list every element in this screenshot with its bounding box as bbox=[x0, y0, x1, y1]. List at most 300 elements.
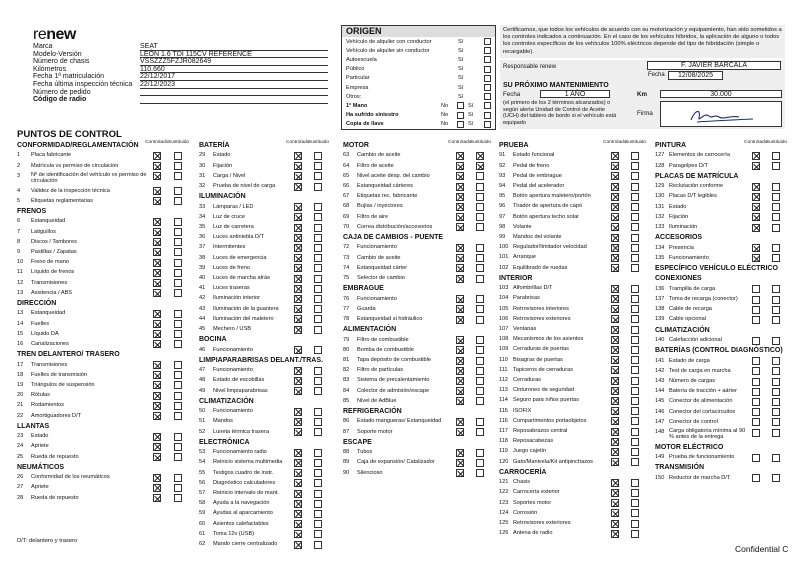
controlado-checkbox[interactable] bbox=[611, 254, 619, 262]
sustituido-checkbox[interactable] bbox=[314, 479, 322, 487]
controlado-checkbox[interactable] bbox=[752, 474, 760, 482]
controlado-checkbox[interactable] bbox=[294, 234, 302, 242]
controlado-checkbox[interactable] bbox=[456, 254, 464, 262]
controlado-checkbox[interactable] bbox=[294, 490, 302, 498]
sustituido-checkbox[interactable] bbox=[631, 254, 639, 262]
controlado-checkbox[interactable] bbox=[294, 295, 302, 303]
sustituido-checkbox[interactable] bbox=[174, 218, 182, 226]
sustituido-checkbox[interactable] bbox=[631, 315, 639, 323]
sustituido-checkbox[interactable] bbox=[314, 224, 322, 232]
controlado-checkbox[interactable] bbox=[611, 152, 619, 160]
controlado-checkbox[interactable] bbox=[294, 510, 302, 518]
controlado-checkbox[interactable] bbox=[456, 193, 464, 201]
sustituido-checkbox[interactable] bbox=[174, 289, 182, 297]
sustituido-checkbox[interactable] bbox=[314, 305, 322, 313]
controlado-checkbox[interactable] bbox=[456, 213, 464, 221]
sustituido-checkbox[interactable] bbox=[174, 371, 182, 379]
controlado-checkbox[interactable] bbox=[611, 387, 619, 395]
controlado-checkbox[interactable] bbox=[752, 203, 760, 211]
controlado-checkbox[interactable] bbox=[752, 398, 760, 406]
origin-no-checkbox[interactable] bbox=[457, 112, 464, 119]
controlado-checkbox[interactable] bbox=[752, 306, 760, 314]
controlado-checkbox[interactable] bbox=[456, 172, 464, 180]
controlado-checkbox[interactable] bbox=[456, 428, 464, 436]
controlado-checkbox[interactable] bbox=[153, 238, 161, 246]
controlado-checkbox[interactable] bbox=[611, 234, 619, 242]
controlado-checkbox[interactable] bbox=[611, 509, 619, 517]
sustituido-checkbox[interactable] bbox=[772, 224, 780, 232]
controlado-checkbox[interactable] bbox=[752, 296, 760, 304]
controlado-checkbox[interactable] bbox=[153, 330, 161, 338]
sustituido-checkbox[interactable] bbox=[314, 449, 322, 457]
controlado-checkbox[interactable] bbox=[153, 197, 161, 205]
controlado-checkbox[interactable] bbox=[611, 479, 619, 487]
sustituido-checkbox[interactable] bbox=[174, 162, 182, 170]
sustituido-checkbox[interactable] bbox=[631, 223, 639, 231]
controlado-checkbox[interactable] bbox=[611, 172, 619, 180]
sustituido-checkbox[interactable] bbox=[631, 213, 639, 221]
sustituido-checkbox[interactable] bbox=[314, 490, 322, 498]
controlado-checkbox[interactable] bbox=[153, 320, 161, 328]
controlado-checkbox[interactable] bbox=[294, 377, 302, 385]
sustituido-checkbox[interactable] bbox=[631, 438, 639, 446]
controlado-checkbox[interactable] bbox=[153, 218, 161, 226]
sustituido-checkbox[interactable] bbox=[314, 541, 322, 549]
sustituido-checkbox[interactable] bbox=[476, 367, 484, 375]
sustituido-checkbox[interactable] bbox=[174, 238, 182, 246]
sustituido-checkbox[interactable] bbox=[174, 152, 182, 160]
controlado-checkbox[interactable] bbox=[752, 162, 760, 170]
sustituido-checkbox[interactable] bbox=[476, 377, 484, 385]
sustituido-checkbox[interactable] bbox=[174, 402, 182, 410]
sustituido-checkbox[interactable] bbox=[174, 433, 182, 441]
controlado-checkbox[interactable] bbox=[153, 402, 161, 410]
controlado-checkbox[interactable] bbox=[153, 392, 161, 400]
sustituido-checkbox[interactable] bbox=[772, 306, 780, 314]
sustituido-checkbox[interactable] bbox=[772, 474, 780, 482]
sustituido-checkbox[interactable] bbox=[772, 316, 780, 324]
controlado-checkbox[interactable] bbox=[611, 203, 619, 211]
origin-checkbox[interactable] bbox=[484, 56, 491, 63]
sustituido-checkbox[interactable] bbox=[631, 336, 639, 344]
sustituido-checkbox[interactable] bbox=[174, 269, 182, 277]
controlado-checkbox[interactable] bbox=[611, 428, 619, 436]
sustituido-checkbox[interactable] bbox=[174, 340, 182, 348]
controlado-checkbox[interactable] bbox=[611, 407, 619, 415]
sustituido-checkbox[interactable] bbox=[476, 449, 484, 457]
controlado-checkbox[interactable] bbox=[611, 305, 619, 313]
sustituido-checkbox[interactable] bbox=[314, 172, 322, 180]
controlado-checkbox[interactable] bbox=[752, 254, 760, 262]
controlado-checkbox[interactable] bbox=[611, 377, 619, 385]
controlado-checkbox[interactable] bbox=[294, 264, 302, 272]
controlado-checkbox[interactable] bbox=[752, 378, 760, 386]
controlado-checkbox[interactable] bbox=[611, 356, 619, 364]
controlado-checkbox[interactable] bbox=[611, 315, 619, 323]
sustituido-checkbox[interactable] bbox=[476, 213, 484, 221]
controlado-checkbox[interactable] bbox=[752, 224, 760, 232]
sustituido-checkbox[interactable] bbox=[631, 479, 639, 487]
sustituido-checkbox[interactable] bbox=[314, 346, 322, 354]
controlado-checkbox[interactable] bbox=[294, 469, 302, 477]
controlado-checkbox[interactable] bbox=[294, 326, 302, 334]
controlado-checkbox[interactable] bbox=[153, 248, 161, 256]
controlado-checkbox[interactable] bbox=[153, 187, 161, 195]
controlado-checkbox[interactable] bbox=[456, 418, 464, 426]
sustituido-checkbox[interactable] bbox=[476, 357, 484, 365]
controlado-checkbox[interactable] bbox=[294, 254, 302, 262]
controlado-checkbox[interactable] bbox=[752, 418, 760, 426]
controlado-checkbox[interactable] bbox=[752, 367, 760, 375]
sustituido-checkbox[interactable] bbox=[476, 336, 484, 344]
controlado-checkbox[interactable] bbox=[611, 285, 619, 293]
sustituido-checkbox[interactable] bbox=[174, 259, 182, 267]
controlado-checkbox[interactable] bbox=[752, 152, 760, 160]
sustituido-checkbox[interactable] bbox=[314, 530, 322, 538]
sustituido-checkbox[interactable] bbox=[631, 326, 639, 334]
controlado-checkbox[interactable] bbox=[294, 275, 302, 283]
sustituido-checkbox[interactable] bbox=[476, 469, 484, 477]
sustituido-checkbox[interactable] bbox=[631, 509, 639, 517]
sustituido-checkbox[interactable] bbox=[631, 377, 639, 385]
sustituido-checkbox[interactable] bbox=[314, 234, 322, 242]
origin-checkbox[interactable] bbox=[484, 47, 491, 54]
origin-no-checkbox[interactable] bbox=[457, 121, 464, 128]
origin-si-checkbox[interactable] bbox=[484, 102, 491, 109]
controlado-checkbox[interactable] bbox=[153, 289, 161, 297]
sustituido-checkbox[interactable] bbox=[476, 418, 484, 426]
sustituido-checkbox[interactable] bbox=[772, 285, 780, 293]
controlado-checkbox[interactable] bbox=[752, 183, 760, 191]
controlado-checkbox[interactable] bbox=[752, 213, 760, 221]
sustituido-checkbox[interactable] bbox=[174, 279, 182, 287]
controlado-checkbox[interactable] bbox=[294, 346, 302, 354]
sustituido-checkbox[interactable] bbox=[174, 187, 182, 195]
sustituido-checkbox[interactable] bbox=[631, 162, 639, 170]
controlado-checkbox[interactable] bbox=[153, 433, 161, 441]
controlado-checkbox[interactable] bbox=[611, 183, 619, 191]
sustituido-checkbox[interactable] bbox=[631, 203, 639, 211]
sustituido-checkbox[interactable] bbox=[476, 305, 484, 313]
sustituido-checkbox[interactable] bbox=[772, 388, 780, 396]
sustituido-checkbox[interactable] bbox=[631, 520, 639, 528]
sustituido-checkbox[interactable] bbox=[174, 248, 182, 256]
controlado-checkbox[interactable] bbox=[456, 316, 464, 324]
sustituido-checkbox[interactable] bbox=[772, 408, 780, 416]
controlado-checkbox[interactable] bbox=[294, 500, 302, 508]
sustituido-checkbox[interactable] bbox=[476, 264, 484, 272]
sustituido-checkbox[interactable] bbox=[174, 484, 182, 492]
sustituido-checkbox[interactable] bbox=[772, 183, 780, 191]
controlado-checkbox[interactable] bbox=[153, 371, 161, 379]
sustituido-checkbox[interactable] bbox=[314, 428, 322, 436]
sustituido-checkbox[interactable] bbox=[772, 367, 780, 375]
controlado-checkbox[interactable] bbox=[294, 530, 302, 538]
sustituido-checkbox[interactable] bbox=[174, 494, 182, 502]
sustituido-checkbox[interactable] bbox=[631, 448, 639, 456]
origin-no-checkbox[interactable] bbox=[457, 102, 464, 109]
controlado-checkbox[interactable] bbox=[611, 438, 619, 446]
sustituido-checkbox[interactable] bbox=[631, 489, 639, 497]
controlado-checkbox[interactable] bbox=[294, 459, 302, 467]
origin-si-checkbox[interactable] bbox=[484, 112, 491, 119]
sustituido-checkbox[interactable] bbox=[631, 387, 639, 395]
controlado-checkbox[interactable] bbox=[294, 285, 302, 293]
sustituido-checkbox[interactable] bbox=[476, 316, 484, 324]
controlado-checkbox[interactable] bbox=[294, 541, 302, 549]
sustituido-checkbox[interactable] bbox=[631, 244, 639, 252]
controlado-checkbox[interactable] bbox=[752, 337, 760, 345]
sustituido-checkbox[interactable] bbox=[476, 172, 484, 180]
controlado-checkbox[interactable] bbox=[153, 340, 161, 348]
origin-checkbox[interactable] bbox=[484, 93, 491, 100]
controlado-checkbox[interactable] bbox=[456, 305, 464, 313]
controlado-checkbox[interactable] bbox=[611, 346, 619, 354]
sustituido-checkbox[interactable] bbox=[314, 520, 322, 528]
controlado-checkbox[interactable] bbox=[294, 408, 302, 416]
sustituido-checkbox[interactable] bbox=[772, 429, 780, 437]
sustituido-checkbox[interactable] bbox=[476, 428, 484, 436]
sustituido-checkbox[interactable] bbox=[314, 244, 322, 252]
controlado-checkbox[interactable] bbox=[611, 458, 619, 466]
controlado-checkbox[interactable] bbox=[153, 453, 161, 461]
controlado-checkbox[interactable] bbox=[611, 448, 619, 456]
controlado-checkbox[interactable] bbox=[294, 387, 302, 395]
controlado-checkbox[interactable] bbox=[153, 152, 161, 160]
controlado-checkbox[interactable] bbox=[752, 408, 760, 416]
controlado-checkbox[interactable] bbox=[611, 295, 619, 303]
sustituido-checkbox[interactable] bbox=[314, 326, 322, 334]
sustituido-checkbox[interactable] bbox=[631, 407, 639, 415]
sustituido-checkbox[interactable] bbox=[174, 474, 182, 482]
controlado-checkbox[interactable] bbox=[456, 203, 464, 211]
controlado-checkbox[interactable] bbox=[294, 305, 302, 313]
sustituido-checkbox[interactable] bbox=[174, 361, 182, 369]
sustituido-checkbox[interactable] bbox=[314, 377, 322, 385]
sustituido-checkbox[interactable] bbox=[631, 264, 639, 272]
sustituido-checkbox[interactable] bbox=[314, 183, 322, 191]
sustituido-checkbox[interactable] bbox=[631, 397, 639, 405]
controlado-checkbox[interactable] bbox=[294, 162, 302, 170]
controlado-checkbox[interactable] bbox=[611, 366, 619, 374]
controlado-checkbox[interactable] bbox=[456, 367, 464, 375]
sustituido-checkbox[interactable] bbox=[314, 510, 322, 518]
origin-checkbox[interactable] bbox=[484, 75, 491, 82]
sustituido-checkbox[interactable] bbox=[631, 356, 639, 364]
sustituido-checkbox[interactable] bbox=[174, 320, 182, 328]
controlado-checkbox[interactable] bbox=[294, 315, 302, 323]
controlado-checkbox[interactable] bbox=[456, 469, 464, 477]
sustituido-checkbox[interactable] bbox=[631, 285, 639, 293]
controlado-checkbox[interactable] bbox=[153, 269, 161, 277]
sustituido-checkbox[interactable] bbox=[174, 197, 182, 205]
sustituido-checkbox[interactable] bbox=[476, 387, 484, 395]
controlado-checkbox[interactable] bbox=[456, 295, 464, 303]
sustituido-checkbox[interactable] bbox=[476, 183, 484, 191]
controlado-checkbox[interactable] bbox=[294, 418, 302, 426]
sustituido-checkbox[interactable] bbox=[174, 443, 182, 451]
sustituido-checkbox[interactable] bbox=[772, 337, 780, 345]
controlado-checkbox[interactable] bbox=[456, 183, 464, 191]
sustituido-checkbox[interactable] bbox=[772, 162, 780, 170]
controlado-checkbox[interactable] bbox=[294, 520, 302, 528]
sustituido-checkbox[interactable] bbox=[772, 398, 780, 406]
controlado-checkbox[interactable] bbox=[153, 474, 161, 482]
controlado-checkbox[interactable] bbox=[456, 244, 464, 252]
sustituido-checkbox[interactable] bbox=[631, 295, 639, 303]
controlado-checkbox[interactable] bbox=[611, 223, 619, 231]
controlado-checkbox[interactable] bbox=[752, 357, 760, 365]
sustituido-checkbox[interactable] bbox=[476, 275, 484, 283]
sustituido-checkbox[interactable] bbox=[631, 234, 639, 242]
controlado-checkbox[interactable] bbox=[456, 152, 464, 160]
controlado-checkbox[interactable] bbox=[294, 203, 302, 211]
sustituido-checkbox[interactable] bbox=[631, 152, 639, 160]
controlado-checkbox[interactable] bbox=[153, 162, 161, 170]
controlado-checkbox[interactable] bbox=[153, 494, 161, 502]
controlado-checkbox[interactable] bbox=[752, 388, 760, 396]
controlado-checkbox[interactable] bbox=[456, 357, 464, 365]
sustituido-checkbox[interactable] bbox=[631, 417, 639, 425]
sustituido-checkbox[interactable] bbox=[314, 408, 322, 416]
origin-si-checkbox[interactable] bbox=[484, 121, 491, 128]
controlado-checkbox[interactable] bbox=[611, 162, 619, 170]
sustituido-checkbox[interactable] bbox=[476, 459, 484, 467]
controlado-checkbox[interactable] bbox=[294, 244, 302, 252]
controlado-checkbox[interactable] bbox=[752, 285, 760, 293]
controlado-checkbox[interactable] bbox=[611, 193, 619, 201]
controlado-checkbox[interactable] bbox=[153, 484, 161, 492]
sustituido-checkbox[interactable] bbox=[476, 295, 484, 303]
sustituido-checkbox[interactable] bbox=[314, 162, 322, 170]
controlado-checkbox[interactable] bbox=[456, 264, 464, 272]
controlado-checkbox[interactable] bbox=[153, 361, 161, 369]
controlado-checkbox[interactable] bbox=[294, 428, 302, 436]
sustituido-checkbox[interactable] bbox=[476, 152, 484, 160]
controlado-checkbox[interactable] bbox=[456, 449, 464, 457]
controlado-checkbox[interactable] bbox=[611, 499, 619, 507]
sustituido-checkbox[interactable] bbox=[314, 295, 322, 303]
sustituido-checkbox[interactable] bbox=[476, 244, 484, 252]
controlado-checkbox[interactable] bbox=[611, 213, 619, 221]
controlado-checkbox[interactable] bbox=[294, 183, 302, 191]
controlado-checkbox[interactable] bbox=[294, 213, 302, 221]
controlado-checkbox[interactable] bbox=[153, 279, 161, 287]
controlado-checkbox[interactable] bbox=[153, 228, 161, 236]
sustituido-checkbox[interactable] bbox=[772, 418, 780, 426]
controlado-checkbox[interactable] bbox=[456, 459, 464, 467]
sustituido-checkbox[interactable] bbox=[174, 330, 182, 338]
sustituido-checkbox[interactable] bbox=[174, 228, 182, 236]
controlado-checkbox[interactable] bbox=[294, 172, 302, 180]
sustituido-checkbox[interactable] bbox=[631, 183, 639, 191]
controlado-checkbox[interactable] bbox=[153, 381, 161, 389]
sustituido-checkbox[interactable] bbox=[314, 254, 322, 262]
origin-checkbox[interactable] bbox=[484, 38, 491, 45]
controlado-checkbox[interactable] bbox=[153, 412, 161, 420]
sustituido-checkbox[interactable] bbox=[772, 152, 780, 160]
controlado-checkbox[interactable] bbox=[611, 326, 619, 334]
controlado-checkbox[interactable] bbox=[456, 387, 464, 395]
controlado-checkbox[interactable] bbox=[456, 346, 464, 354]
controlado-checkbox[interactable] bbox=[752, 244, 760, 252]
sustituido-checkbox[interactable] bbox=[476, 346, 484, 354]
sustituido-checkbox[interactable] bbox=[174, 310, 182, 318]
sustituido-checkbox[interactable] bbox=[772, 203, 780, 211]
sustituido-checkbox[interactable] bbox=[314, 367, 322, 375]
sustituido-checkbox[interactable] bbox=[772, 296, 780, 304]
controlado-checkbox[interactable] bbox=[752, 316, 760, 324]
sustituido-checkbox[interactable] bbox=[314, 500, 322, 508]
sustituido-checkbox[interactable] bbox=[476, 193, 484, 201]
sustituido-checkbox[interactable] bbox=[476, 203, 484, 211]
sustituido-checkbox[interactable] bbox=[631, 193, 639, 201]
sustituido-checkbox[interactable] bbox=[174, 453, 182, 461]
sustituido-checkbox[interactable] bbox=[772, 378, 780, 386]
controlado-checkbox[interactable] bbox=[611, 244, 619, 252]
sustituido-checkbox[interactable] bbox=[314, 459, 322, 467]
controlado-checkbox[interactable] bbox=[611, 336, 619, 344]
sustituido-checkbox[interactable] bbox=[631, 530, 639, 538]
sustituido-checkbox[interactable] bbox=[476, 162, 484, 170]
sustituido-checkbox[interactable] bbox=[631, 305, 639, 313]
controlado-checkbox[interactable] bbox=[611, 264, 619, 272]
sustituido-checkbox[interactable] bbox=[174, 412, 182, 420]
controlado-checkbox[interactable] bbox=[153, 310, 161, 318]
sustituido-checkbox[interactable] bbox=[314, 213, 322, 221]
origin-checkbox[interactable] bbox=[484, 84, 491, 91]
sustituido-checkbox[interactable] bbox=[631, 346, 639, 354]
controlado-checkbox[interactable] bbox=[456, 377, 464, 385]
sustituido-checkbox[interactable] bbox=[631, 366, 639, 374]
controlado-checkbox[interactable] bbox=[752, 193, 760, 201]
sustituido-checkbox[interactable] bbox=[314, 315, 322, 323]
sustituido-checkbox[interactable] bbox=[174, 381, 182, 389]
sustituido-checkbox[interactable] bbox=[314, 152, 322, 160]
controlado-checkbox[interactable] bbox=[153, 172, 161, 180]
sustituido-checkbox[interactable] bbox=[772, 454, 780, 462]
controlado-checkbox[interactable] bbox=[456, 275, 464, 283]
controlado-checkbox[interactable] bbox=[611, 489, 619, 497]
sustituido-checkbox[interactable] bbox=[314, 469, 322, 477]
controlado-checkbox[interactable] bbox=[153, 443, 161, 451]
sustituido-checkbox[interactable] bbox=[314, 418, 322, 426]
controlado-checkbox[interactable] bbox=[294, 479, 302, 487]
controlado-checkbox[interactable] bbox=[611, 397, 619, 405]
controlado-checkbox[interactable] bbox=[456, 336, 464, 344]
controlado-checkbox[interactable] bbox=[294, 449, 302, 457]
sustituido-checkbox[interactable] bbox=[314, 285, 322, 293]
controlado-checkbox[interactable] bbox=[752, 429, 760, 437]
sustituido-checkbox[interactable] bbox=[174, 172, 182, 180]
sustituido-checkbox[interactable] bbox=[772, 213, 780, 221]
sustituido-checkbox[interactable] bbox=[631, 172, 639, 180]
controlado-checkbox[interactable] bbox=[456, 397, 464, 405]
sustituido-checkbox[interactable] bbox=[314, 387, 322, 395]
sustituido-checkbox[interactable] bbox=[476, 397, 484, 405]
sustituido-checkbox[interactable] bbox=[314, 203, 322, 211]
sustituido-checkbox[interactable] bbox=[772, 244, 780, 252]
sustituido-checkbox[interactable] bbox=[772, 357, 780, 365]
sustituido-checkbox[interactable] bbox=[476, 223, 484, 231]
controlado-checkbox[interactable] bbox=[294, 224, 302, 232]
controlado-checkbox[interactable] bbox=[153, 259, 161, 267]
origin-checkbox[interactable] bbox=[484, 66, 491, 73]
sustituido-checkbox[interactable] bbox=[174, 392, 182, 400]
controlado-checkbox[interactable] bbox=[294, 367, 302, 375]
controlado-checkbox[interactable] bbox=[294, 152, 302, 160]
controlado-checkbox[interactable] bbox=[611, 530, 619, 538]
